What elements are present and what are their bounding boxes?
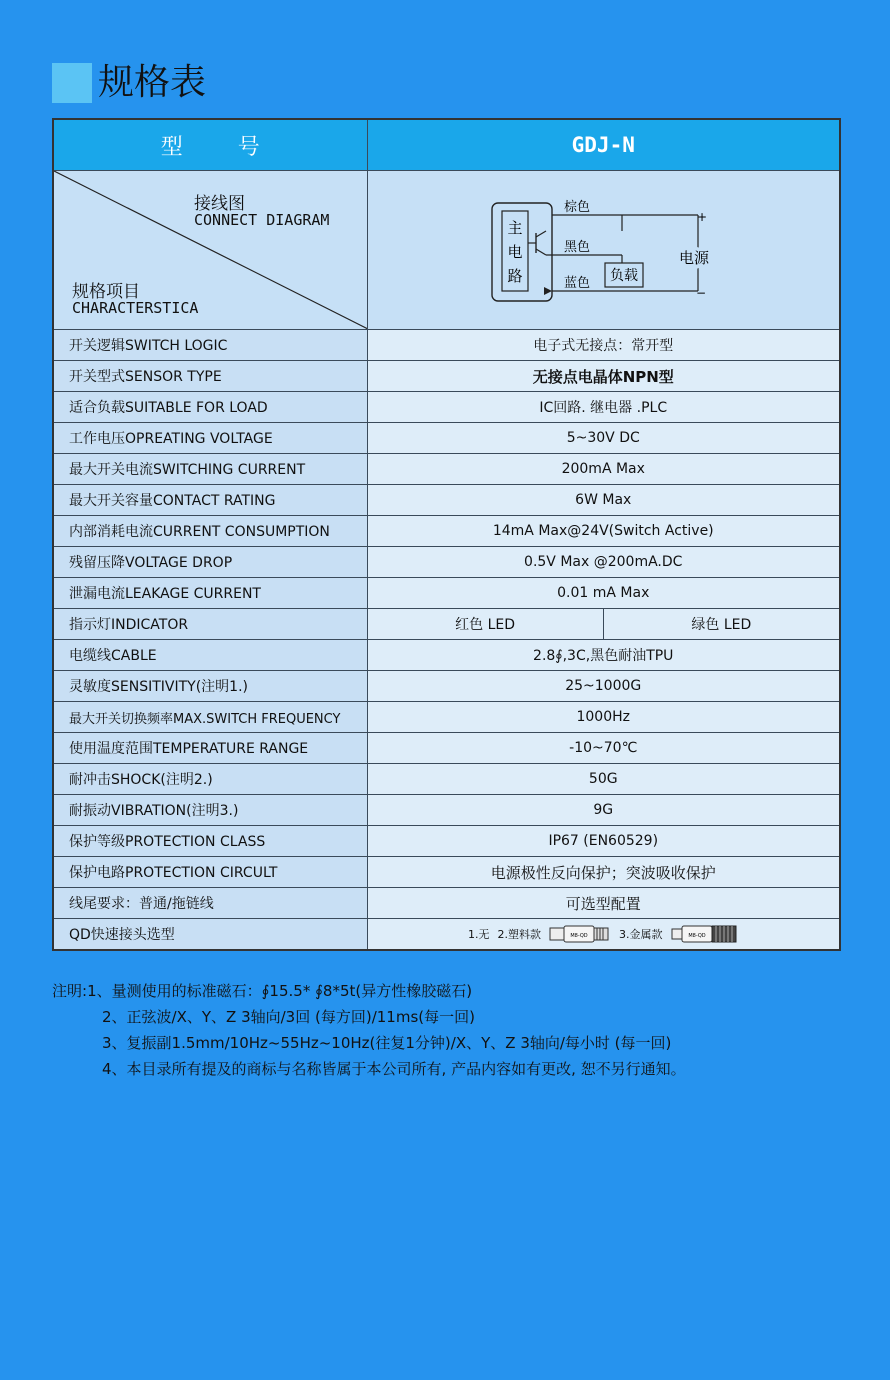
row-label: 保护等级PROTECTION CLASS [53,826,367,857]
row-label: 保护电路PROTECTION CIRCULT [53,857,367,888]
power-label: 电源 [678,249,709,267]
metal-connector-icon [671,923,739,945]
minus-sign: − [695,286,706,300]
diagram-row [53,171,840,330]
table-row [53,640,840,671]
characteristics-header-en: CHARACTERSTICA [72,299,199,317]
table-row [53,423,840,454]
diagram-header-en: CONNECT DIAGRAM [194,211,330,229]
note-line-4: 4、本目录所有提及的商标与名称皆属于本公司所有, 产品内容如有更改, 恕不另行通知。 [102,1060,686,1078]
qd-option-plastic: 2.塑料款 [497,928,541,941]
notes-prefix: 注明: [52,982,88,1000]
row-label: 灵敏度SENSITIVITY(注明1.) [53,671,367,702]
wire-brown-label: 棕色 [563,200,590,215]
row-label: 泄漏电流LEAKAGE CURRENT [53,578,367,609]
table-row [53,516,840,547]
qd-option-metal: 3.金属款 [619,928,663,941]
row-value: 1000Hz [367,702,840,733]
row-label: 使用温度范围TEMPERATURE RANGE [53,733,367,764]
row-label: 内部消耗电流CURRENT CONSUMPTION [53,516,367,547]
table-row [53,392,840,423]
row-value: IP67 (EN60529) [367,826,840,857]
table-row [53,857,840,888]
table-row [53,702,840,733]
row-label: 最大开关切换频率MAX.SWITCH FREQUENCY [53,702,367,733]
diagram-header-cn: 接线图 [194,194,245,214]
svg-text:M8-QD: M8-QD [687,933,706,939]
circuit-char-1: 主 [506,219,523,237]
table-row [53,454,840,485]
table-row [53,826,840,857]
row-label: 耐振动VIBRATION(注明3.) [53,795,367,826]
page-title: 规格表 [98,62,207,103]
table-row [53,330,840,361]
characteristics-header-cn: 规格项目 [72,282,140,302]
row-value: 5~30V DC [367,423,840,454]
row-label: 最大开关容量CONTACT RATING [53,485,367,516]
row-label: 开关型式SENSOR TYPE [53,361,367,392]
row-value: 50G [367,764,840,795]
table-row [53,361,840,392]
row-label: 工作电压OPREATING VOLTAGE [53,423,367,454]
row-value: 0.01 mA Max [367,578,840,609]
wiring-diagram-cell [367,171,840,330]
row-value: 14mA Max@24V(Switch Active) [367,516,840,547]
row-label: 适合负载SUITABLE FOR LOAD [53,392,367,423]
table-row [53,578,840,609]
circuit-char-3: 路 [506,267,523,285]
qd-options [367,919,840,951]
row-value: 可选型配置 [367,888,840,919]
indicator-red-led: 红色 LED [368,609,604,639]
table-row [53,764,840,795]
page-title-block [52,62,206,104]
notes-block [52,978,686,1082]
wiring-diagram [368,171,842,329]
row-label: 耐冲击SHOCK(注明2.) [53,764,367,795]
wire-black-label: 黑色 [563,240,590,255]
title-accent-square [52,63,92,103]
wire-blue-label: 蓝色 [563,276,590,291]
row-value: 电源极性反向保护；突波吸收保护 [367,857,840,888]
row-label: 开关逻辑SWITCH LOGIC [53,330,367,361]
row-value: IC回路. 继电器 .PLC [367,392,840,423]
row-value: 0.5V Max @200mA.DC [367,547,840,578]
diagram-header-cell [53,171,367,330]
qd-option-none: 1.无 [468,928,490,941]
spec-table [52,118,841,951]
table-row [53,671,840,702]
row-value: 电子式无接点：常开型 [367,330,840,361]
model-header-row [53,119,840,171]
row-label: 最大开关电流SWITCHING CURRENT [53,454,367,485]
row-value: 6W Max [367,485,840,516]
row-value: 9G [367,795,840,826]
table-row [53,547,840,578]
plus-sign: + [696,210,707,224]
indicator-row [53,609,840,640]
indicator-values [367,609,840,640]
table-row [53,888,840,919]
row-label: 电缆线CABLE [53,640,367,671]
row-value: 200mA Max [367,454,840,485]
table-row [53,733,840,764]
table-row [53,795,840,826]
qd-connector-row [53,919,840,951]
row-label: 线尾要求：普通/拖链线 [53,888,367,919]
indicator-label: 指示灯INDICATOR [53,609,367,640]
note-line-1: 注明:1、量测使用的标准磁石：∮15.5* ∮8*5t(异方性橡胶磁石) [52,982,473,1000]
note-line-3: 3、复振副1.5mm/10Hz~55Hz~10Hz(往复1分钟)/X、Y、Z 3轴向/每小时 (每一回) [102,1034,672,1052]
model-label: 型 号 [53,119,367,171]
note-line-2: 2、正弦波/X、Y、Z 3轴向/3回 (每方回)/11ms(每一回) [102,1008,475,1026]
row-value: 25~1000G [367,671,840,702]
row-value: 无接点电晶体NPN型 [367,361,840,392]
indicator-green-led: 绿色 LED [691,617,752,633]
qd-label: QD快速接头选型 [53,919,367,951]
row-label: 残留压降VOLTAGE DROP [53,547,367,578]
svg-text:M8-QD: M8-QD [570,933,588,939]
load-label: 负载 [609,268,638,284]
plastic-connector-icon [549,923,611,945]
row-value: 2.8∮,3C,黑色耐油TPU [367,640,840,671]
circuit-char-2: 电 [506,243,523,261]
table-row [53,485,840,516]
model-value: GDJ-N [367,119,840,171]
row-value: -10~70℃ [367,733,840,764]
